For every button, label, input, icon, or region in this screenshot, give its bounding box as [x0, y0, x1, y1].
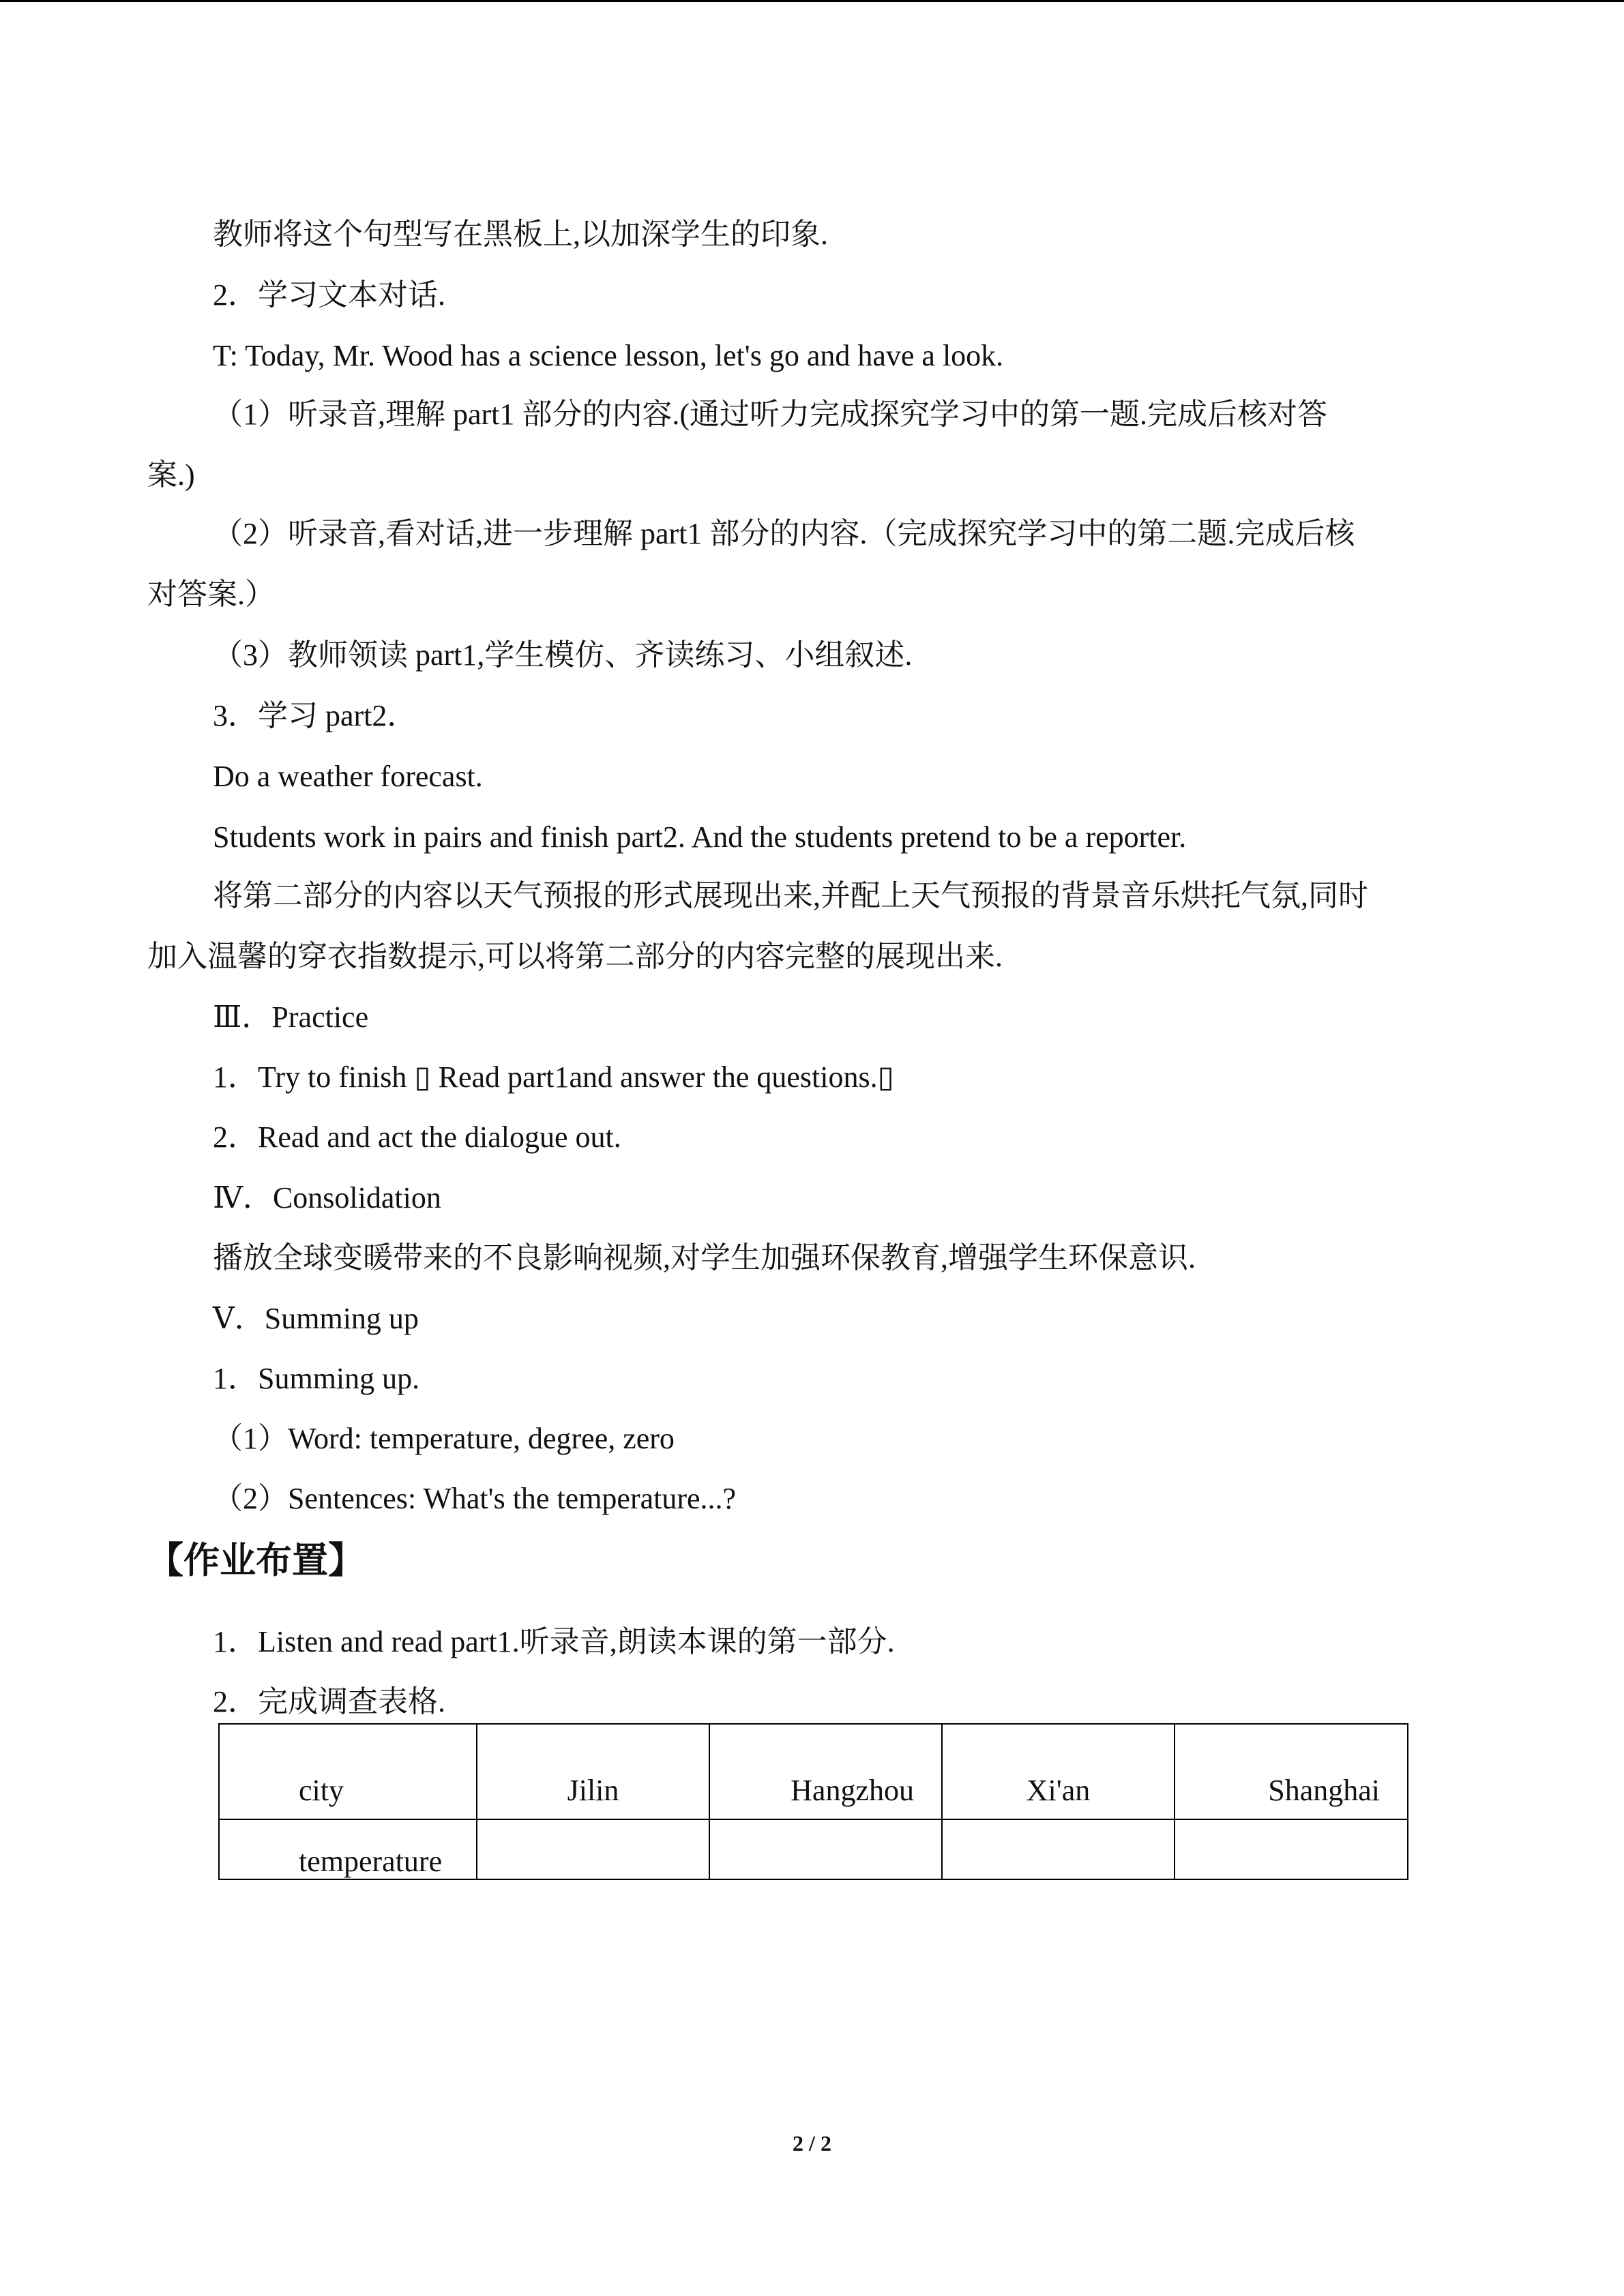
text-line: 1．Summing up.	[213, 1362, 420, 1395]
homework-item: 2．完成调查表格.	[213, 1685, 445, 1718]
table-cell: Shanghai	[1175, 1724, 1408, 1819]
survey-table	[218, 1723, 1408, 1880]
table-cell: Xi'an	[942, 1724, 1175, 1819]
text-line: 2．Read and act the dialogue out.	[213, 1120, 621, 1154]
homework-item: 1．Listen and read part1.听录音,朗读本课的第一部分.	[213, 1625, 895, 1658]
table-cell-blank	[477, 1819, 709, 1879]
text-line: （2）听录音,看对话,进一步理解 part1 部分的内容.（完成探究学习中的第二题.完成后核	[213, 517, 1355, 550]
section-heading-consolidation: Ⅳ．Consolidation	[213, 1181, 441, 1214]
text-line: 播放全球变暖带来的不良影响视频,对学生加强环保教育,增强学生环保意识.	[213, 1241, 1196, 1274]
text-line: （3）教师领读 part1,学生模仿、齐读练习、小组叙述.	[213, 638, 913, 672]
page-top-border	[0, 0, 1624, 2]
table-cell: city	[219, 1724, 477, 1819]
text-line: （2）Sentences: What's the temperature...?	[213, 1482, 737, 1515]
table-cell: Jilin	[477, 1724, 709, 1819]
page-number: 2 / 2	[793, 2131, 831, 2156]
table-cell-blank	[1175, 1819, 1408, 1879]
text-line: （1）Word: temperature, degree, zero	[213, 1422, 675, 1455]
text-line: 案.)	[147, 458, 195, 492]
section-heading-summing-up: Ⅴ．Summing up	[213, 1302, 419, 1335]
section-heading-practice: Ⅲ．Practice	[213, 1000, 369, 1034]
text-line: 2．学习文本对话.	[213, 278, 445, 312]
table-cell-blank	[709, 1819, 942, 1879]
text-line: 教师将这个句型写在黑板上,以加深学生的印象.	[213, 218, 828, 251]
table-cell: Hangzhou	[709, 1724, 942, 1819]
text-line: 将第二部分的内容以天气预报的形式展现出来,并配上天气预报的背景音乐烘托气氛,同时	[213, 879, 1368, 912]
table-header-row	[219, 1724, 1408, 1819]
text-line: （1）听录音,理解 part1 部分的内容.(通过听力完成探究学习中的第一题.完成后核对答	[213, 398, 1328, 431]
text-line: Students work in pairs and finish part2. And the students pretend to be a reporter.	[213, 820, 1187, 854]
text-line: 1．Try to finish ▯ Read part1and answer the questions.▯	[213, 1060, 894, 1094]
text-line: 3．学习 part2．	[213, 699, 417, 732]
text-line: T: Today, Mr. Wood has a science lesson, let's go and have a look.	[213, 339, 1004, 372]
text-line: Do a weather forecast.	[213, 760, 483, 793]
homework-heading: 【作业布置】	[147, 1540, 364, 1581]
table-row	[219, 1819, 1408, 1879]
table-cell-blank	[942, 1819, 1175, 1879]
text-line: 对答案.）	[147, 578, 275, 611]
text-line: 加入温馨的穿衣指数提示,可以将第二部分的内容完整的展现出来.	[147, 940, 1003, 973]
table-cell: temperature	[219, 1819, 477, 1879]
